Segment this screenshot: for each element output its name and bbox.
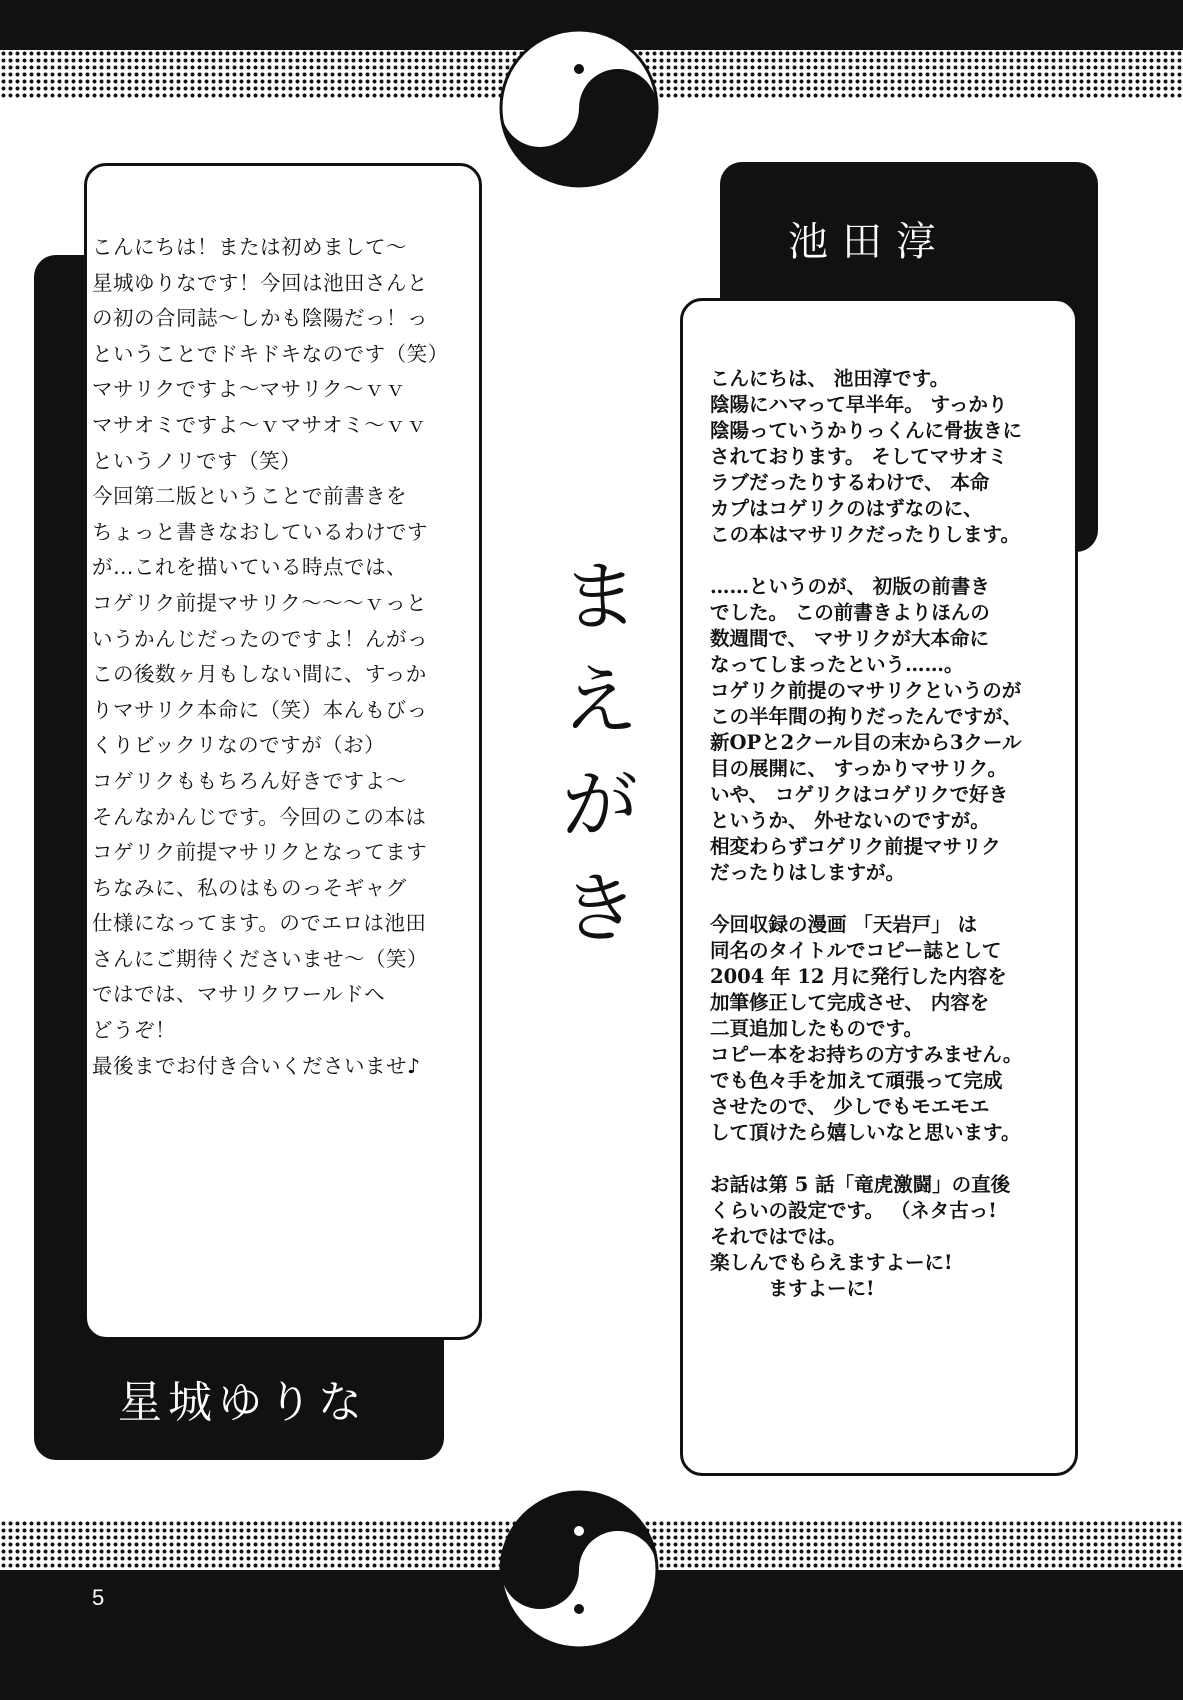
right-text-line: 2004 年 12 月に発行した内容を [710,965,1007,988]
left-text-line: コゲリク前提マサリクとなってます [92,840,428,865]
left-text-line: くりビックリなのですが（お） [92,733,386,758]
right-text-line: カプはコゲリクのはずなのに、 [710,497,983,520]
title-char: ま [562,552,638,641]
right-text-line: 今回収録の漫画 「天岩戸」 は [710,913,978,936]
right-text-paragraph [710,1172,1070,1302]
left-text-line: マサリクですよ〜マサリク〜ｖｖ [92,377,407,402]
right-text-line: させたので、 少しでもモエモエ [710,1095,990,1118]
right-text-line: 陰陽にハマって早半年。 すっかり [710,393,1008,416]
left-text-line: の初の合同誌〜しかも陰陽だっ！っ [92,306,428,331]
right-text-line: でした。 この前書きよりほんの [710,601,990,624]
left-text-line: ちょっと書きなおしているわけです [92,519,428,544]
right-text-line: こんにちは、 池田淳です。 [710,367,950,390]
yin-yang-top-icon [499,28,659,188]
right-author-signature: 池田淳 [788,219,950,265]
left-text-line: コゲリクももちろん好きですよ〜 [92,768,407,793]
left-text-line: どうぞ！ [92,1018,176,1043]
left-author-signature: 星城ゆりな [118,1377,368,1428]
left-text-line: コゲリク前提マサリク〜〜〜ｖっと [92,590,428,615]
right-text-line: というか、 外せないのですが。 [710,809,990,832]
right-text-line: だったりはしますが。 [710,861,906,884]
right-text-line: ますよーに! [710,1277,875,1300]
right-text-line: お話は第 5 話「竜虎激闘」の直後 [710,1173,1011,1196]
left-text-line: りマサリク本命に（笑）本んもびっ [92,697,428,722]
right-text-line: ラブだったりするわけで、 本命 [710,471,990,494]
right-text-line: くらいの設定です。 （ネタ古っ! [710,1199,997,1222]
left-text-line: そんなかんじです。今回のこの本は [92,804,427,829]
page-title [555,545,645,961]
right-text-line: でも色々手を加えて頑張って完成 [710,1069,1003,1092]
left-text-line: ちなみに、私のはものっそギャグ [92,875,407,900]
right-text-paragraph [710,912,1070,1146]
right-text-paragraph [710,366,1070,548]
right-text-line: この本はマサリクだったりします。 [710,523,1021,546]
right-author-text [710,366,1070,1328]
left-text-line: 仕様になってます。のでエロは池田 [92,911,427,936]
title-char: き [562,864,638,953]
title-char: え [562,656,638,745]
right-text-line: 陰陽っていうかりっくんに骨抜きに [710,419,1023,442]
right-text-line: 目の展開に、 すっかりマサリク。 [710,757,1007,780]
left-author-text [92,230,482,1084]
right-text-line: 相変わらずコゲリク前提マサリク [710,835,1001,858]
left-text-line: さんにご期待くださいませ〜（笑） [92,946,428,971]
left-text-line: 最後までお付き合いくださいませ♪ [92,1053,421,1078]
right-text-line: コピー本をお持ちの方すみません。 [710,1043,1023,1066]
left-text-line: こんにちは！または初めまして〜 [92,235,407,259]
left-text-line: 今回第二版ということで前書きを [92,484,407,509]
right-text-line: 加筆修正して完成させ、 内容を [710,991,990,1014]
left-text-line: 星城ゆりなです！今回は池田さんと [92,270,428,295]
right-text-line: コゲリク前提のマサリクというのが [710,679,1022,702]
left-text-line: が…これを描いている時点では、 [92,555,407,580]
right-text-line: されております。 そしてマサオミ [710,445,1008,468]
right-text-line: 二頁追加したものです。 [710,1017,923,1040]
title-char: が [562,760,638,849]
left-text-line: いうかんじだったのですよ！んがっ [92,626,428,651]
right-text-line: 数週間で、 マサリクが大本命に [710,627,990,650]
left-text-line: ということでドキドキなのです（笑） [92,341,449,366]
right-text-line: 楽しんでもらえますよーに! [710,1251,953,1274]
right-text-line: いや、 コゲリクはコゲリクで好き [710,783,1009,806]
right-text-line: して頂けたら嬉しいなと思います。 [710,1121,1021,1144]
left-text-line: というノリです（笑） [92,448,302,473]
right-text-line: この半年間の拘りだったんですが、 [710,705,1023,728]
right-text-line: それではでは。 [710,1225,847,1248]
left-text-line: この後数ヶ月もしない間に、すっか [92,662,427,687]
right-text-line: なってしまったという……。 [710,653,964,676]
left-text-line: ではでは、マサリクワールドへ [92,982,386,1007]
right-text-paragraph [710,574,1070,886]
page-number: 5 [92,1585,105,1610]
right-text-line: ……というのが、 初版の前書き [710,575,990,598]
right-text-line: 新OPと2クール目の末から3クール [710,731,1022,754]
right-text-line: 同名のタイトルでコピー誌として [710,939,1002,962]
left-text-line: マサオミですよ〜ｖマサオミ〜ｖｖ [92,412,428,437]
yin-yang-bottom-icon [499,1490,659,1650]
